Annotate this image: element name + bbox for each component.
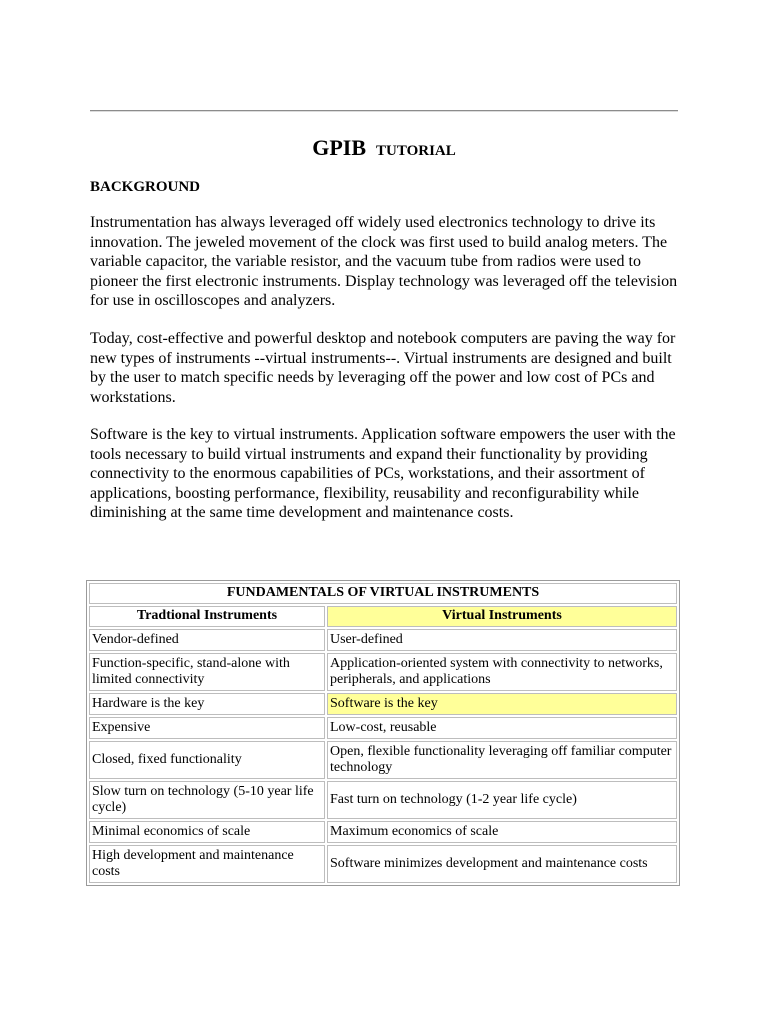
virtual-cell: Software minimizes development and maintenance costs [327,845,677,883]
traditional-cell: High development and maintenance costs [89,845,325,883]
traditional-cell: Function-specific, stand-alone with limited connectivity [89,653,325,691]
paragraph-1: Instrumentation has always leveraged off widely used electronics technology to drive its innovation. The jeweled movement of the clock was first used to build analog meters. The variable capacitor, the variable resistor, and the vacuum tube from radios were used to pioneer the first electronic instruments. Display technology was leveraged off the television for use in oscilloscopes and analyzers. [90,214,678,309]
virtual-cell: User-defined [327,629,677,651]
traditional-cell: Hardware is the key [89,693,325,715]
header-traditional: Tradtional Instruments [89,606,325,627]
virtual-cell: Open, flexible functionality leveraging off familiar computer technology [327,741,677,779]
table-row [89,821,677,843]
paragraph-2: Today, cost-effective and powerful desktop and notebook computers are paving the way for new types of instruments --virtual instruments--. Virtual instruments are designed and built by the user to match specific needs by leveraging off the power and low cost of PCs and workstations. [90,330,676,406]
title-main: GPIB [312,135,367,160]
table-caption: FUNDAMENTALS OF VIRTUAL INSTRUMENTS [89,583,677,604]
comparison-table-wrapper [86,580,680,886]
traditional-cell: Slow turn on technology (5-10 year life cycle) [89,781,325,819]
page-title [90,134,678,165]
virtual-cell-highlighted: Software is the key [327,693,677,715]
section-heading: BACKGROUND [90,179,201,195]
table-row [89,629,677,651]
table-row [89,845,677,883]
paragraph-3: Software is the key to virtual instruments. Application software empowers the user with the tools necessary to build virtual instruments and expand their functionality by providing connectivity to the enormous capabilities of PCs, workstations, and their assortment of applications, boosting performance, flexibility, reusability and reconfigurability while diminishing at the same time development and maintenance costs. [90,426,676,521]
table-row [89,717,677,739]
table-row [89,741,677,779]
table-row [89,653,677,691]
traditional-cell: Expensive [89,717,325,739]
traditional-cell: Minimal economics of scale [89,821,325,843]
traditional-cell: Closed, fixed functionality [89,741,325,779]
virtual-cell: Low-cost, reusable [327,717,677,739]
horizontal-rule [90,110,678,112]
traditional-cell: Vendor-defined [89,629,325,651]
table-row [89,781,677,819]
header-virtual: Virtual Instruments [327,606,677,627]
virtual-cell: Fast turn on technology (1-2 year life cycle) [327,781,677,819]
virtual-cell: Maximum economics of scale [327,821,677,843]
virtual-cell: Application-oriented system with connectivity to networks, peripherals, and applications [327,653,677,691]
title-sub: TUTORIAL [376,143,456,159]
table-row [89,693,677,715]
comparison-table [86,580,680,886]
